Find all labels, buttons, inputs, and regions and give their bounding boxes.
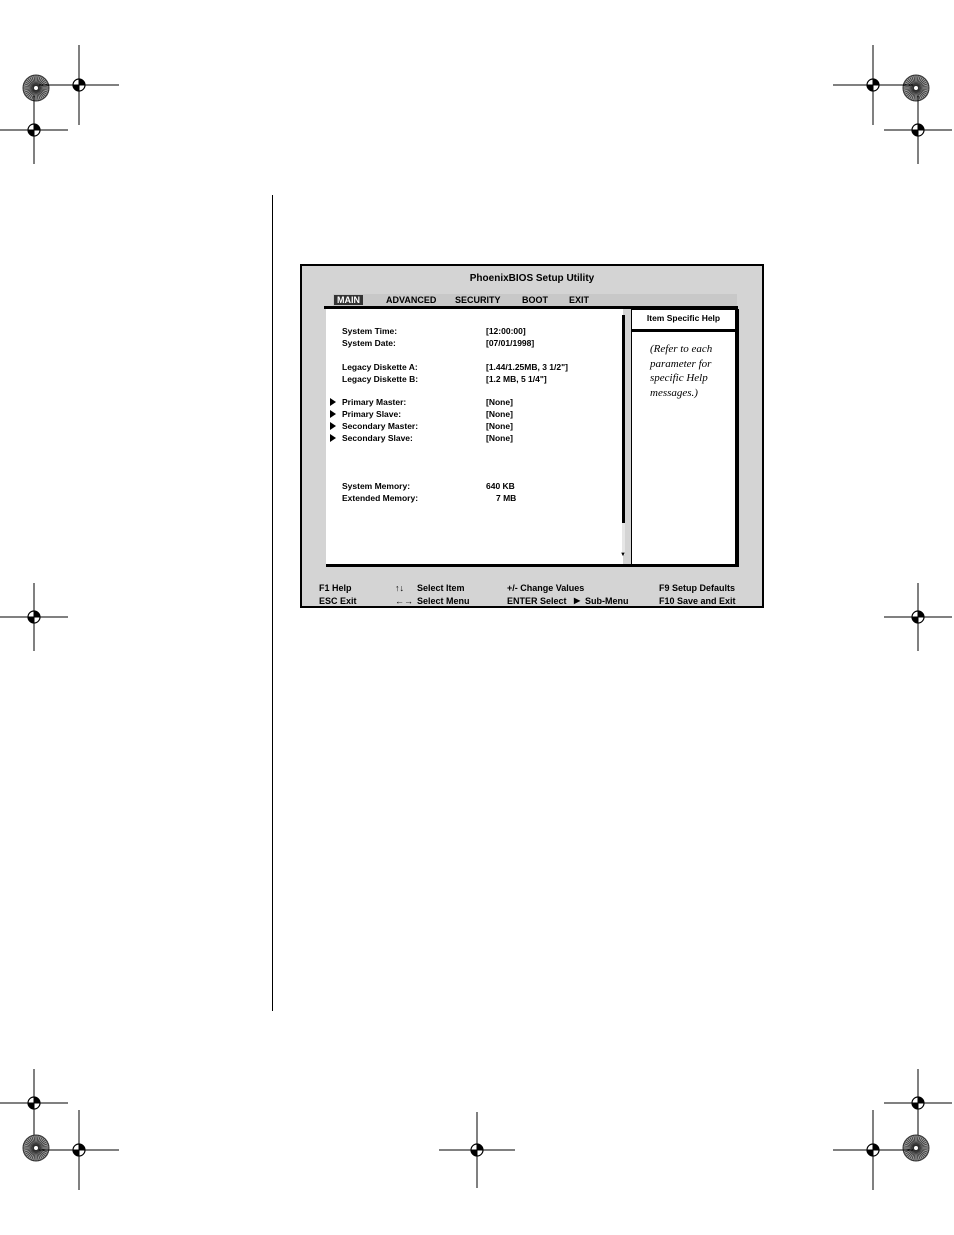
pane-shadow-right [736,309,739,567]
key-select-item: Select Item [417,583,465,593]
key-select-menu: Select Menu [417,596,470,606]
menu-exit[interactable]: EXIT [569,295,590,305]
pane-shadow-bottom [326,564,736,567]
registration-mark-icon [884,96,952,164]
starburst-icon [903,1135,929,1161]
secondary-master-label[interactable]: Secondary Master: [342,421,419,431]
submenu-arrow-icon [330,410,336,418]
primary-slave-value: [None] [486,409,513,419]
starburst-icon [23,75,49,101]
registration-mark-icon [884,1069,952,1137]
system-time-label: System Time: [342,326,398,336]
diskette-b-value[interactable]: [1.2 MB, 5 1/4"] [486,374,547,384]
key-change-values: +/- Change Values [507,583,585,593]
submenu-arrow-icon: ▶ [574,596,581,605]
registration-mark-icon [439,1112,515,1188]
starburst-icon [23,1135,49,1161]
key-esc-exit: ESC Exit [319,596,357,606]
main-settings-pane [326,309,623,564]
submenu-arrow-icon [330,398,336,406]
primary-slave-label[interactable]: Primary Slave: [342,409,402,419]
bios-title: PhoenixBIOS Setup Utility [469,273,595,284]
menu-advanced[interactable]: ADVANCED [386,295,437,305]
up-down-arrows-icon: ↑↓ [395,583,404,593]
system-time-value[interactable]: [12:00:00] [486,326,526,336]
menu-main[interactable]: MAIN [334,295,363,305]
submenu-arrow-icon [330,434,336,442]
registration-mark-icon [0,583,68,651]
menu-boot[interactable]: BOOT [522,295,548,305]
scrollbar-thumb[interactable] [622,315,625,523]
registration-mark-icon [0,96,68,164]
margin-rule [272,195,273,1011]
registration-mark-icon [0,1069,68,1137]
extended-memory-label: Extended Memory: [342,493,419,503]
system-memory-value: 640 KB [486,481,515,491]
bios-window [300,264,764,608]
secondary-master-value: [None] [486,421,513,431]
secondary-slave-label[interactable]: Secondary Slave: [342,433,413,443]
registration-mark-icon [39,45,119,125]
system-date-label: System Date: [342,338,396,348]
key-enter-select: ENTER Select [507,596,567,606]
primary-master-label[interactable]: Primary Master: [342,397,407,407]
system-memory-label: System Memory: [342,481,411,491]
key-f10-save-exit: F10 Save and Exit [659,596,736,606]
system-date-value[interactable]: [07/01/1998] [486,338,535,348]
key-f1-help: F1 Help [319,583,352,593]
registration-mark-icon [833,1110,913,1190]
help-title: Item Specific Help [632,310,735,332]
diskette-b-label: Legacy Diskette B: [342,374,419,384]
scroll-down-icon[interactable]: ▼ [620,552,626,558]
registration-mark-icon [39,1110,119,1190]
help-text: (Refer to each parameter for specific Help messages.) [650,343,713,399]
diskette-a-value[interactable]: [1.44/1.25MB, 3 1/2"] [486,362,568,372]
left-right-arrows-icon: ←→ [395,596,413,606]
secondary-slave-value: [None] [486,433,513,443]
key-f9-defaults: F9 Setup Defaults [659,583,736,593]
starburst-icon [903,75,929,101]
key-submenu: Sub-Menu [585,596,629,606]
diskette-a-label: Legacy Diskette A: [342,362,418,372]
submenu-arrow-icon [330,422,336,430]
menu-security[interactable]: SECURITY [455,295,501,305]
registration-mark-icon [884,583,952,651]
registration-mark-icon [833,45,913,125]
primary-master-value: [None] [486,397,513,407]
extended-memory-value: 7 MB [496,493,517,503]
help-pane [631,309,736,565]
